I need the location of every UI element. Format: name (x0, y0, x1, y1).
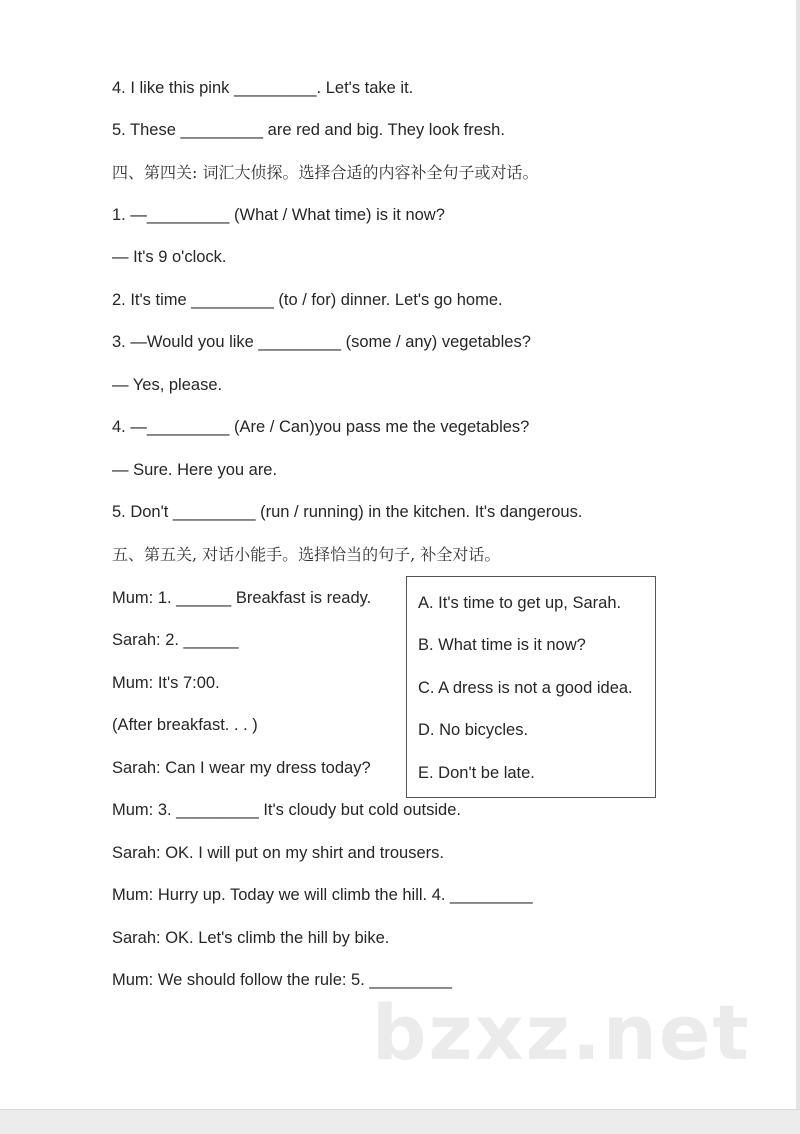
option-a: A. It's time to get up, Sarah. (418, 594, 622, 612)
answer-line: — Yes, please. (112, 376, 223, 394)
dialogue-line: Sarah: OK. Let's climb the hill by bike. (112, 929, 390, 947)
option-c: C. A dress is not a good idea. (418, 679, 633, 697)
options-box (406, 576, 656, 798)
question-line: 4. —_________ (Are / Can)you pass me the vegetables? (112, 418, 530, 436)
answer-line: — It's 9 o'clock. (112, 248, 227, 266)
option-d: D. No bicycles. (418, 721, 529, 739)
option-b: B. What time is it now? (418, 636, 586, 654)
section-four-heading: 四、第四关: 词汇大侦探。选择合适的内容补全句子或对话。 (112, 163, 539, 182)
option-e: E. Don't be late. (418, 764, 535, 782)
dialogue-line: Mum: 3. _________ It's cloudy but cold outside. (112, 801, 461, 819)
page-bottom-bar (0, 1109, 800, 1134)
question-line: 5. Don't _________ (run / running) in the kitchen. It's dangerous. (112, 503, 583, 521)
dialogue-line: Sarah: 2. ______ (112, 631, 239, 649)
question-line: 2. It's time _________ (to / for) dinner. Let's go home. (112, 291, 503, 309)
dialogue-line: Mum: It's 7:00. (112, 674, 220, 692)
answer-line: — Sure. Here you are. (112, 461, 278, 479)
question-line: 5. These _________ are red and big. They look fresh. (112, 121, 505, 139)
question-line: 3. —Would you like _________ (some / any) vegetables? (112, 333, 531, 351)
watermark: bzxz.net (372, 988, 751, 1077)
dialogue-line: Sarah: OK. I will put on my shirt and trousers. (112, 844, 444, 862)
dialogue-line: Mum: We should follow the rule: 5. _________ (112, 971, 452, 989)
question-line: 1. —_________ (What / What time) is it now? (112, 206, 445, 224)
dialogue-line: Mum: 1. ______ Breakfast is ready. (112, 589, 372, 607)
page-edge (796, 0, 800, 1134)
dialogue-line: Mum: Hurry up. Today we will climb the hill. 4. _________ (112, 886, 533, 904)
question-line: 4. I like this pink _________. Let's take it. (112, 79, 414, 97)
dialogue-line: (After breakfast. . . ) (112, 716, 258, 734)
dialogue-line: Sarah: Can I wear my dress today? (112, 759, 371, 777)
section-five-heading: 五、第五关, 对话小能手。选择恰当的句子, 补全对话。 (112, 545, 501, 564)
